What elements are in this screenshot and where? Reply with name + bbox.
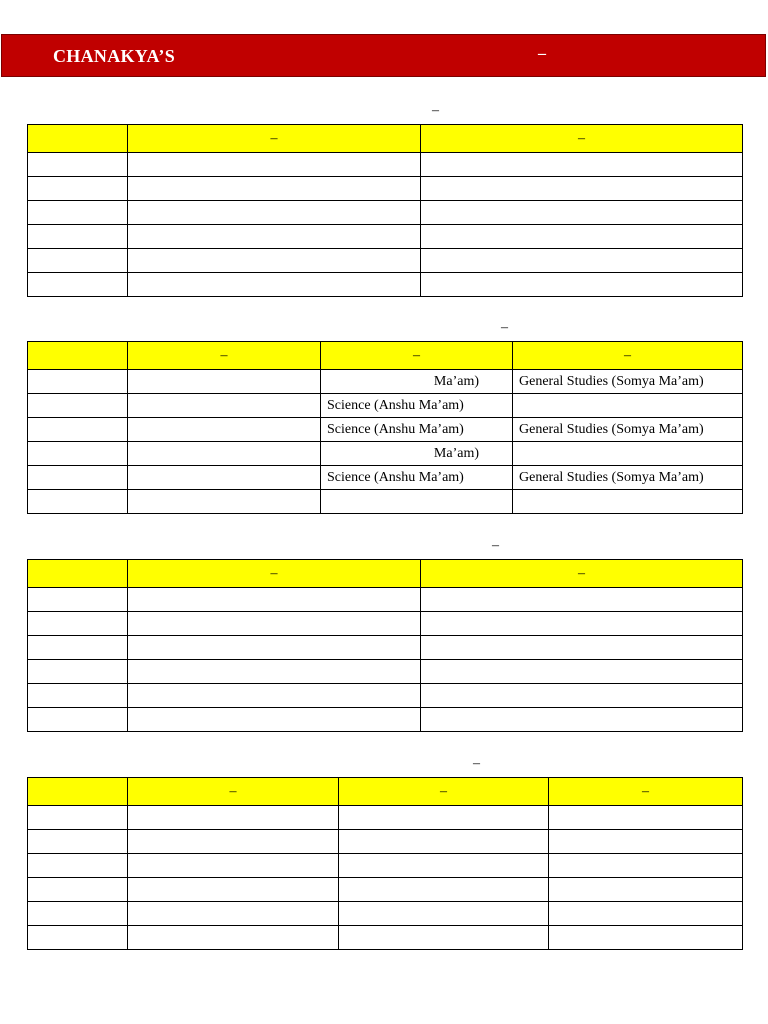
table-row	[28, 394, 743, 418]
section-3-title: –	[492, 538, 499, 553]
header-cell	[28, 778, 128, 806]
table-cell	[421, 660, 743, 684]
header-cell: –	[339, 778, 549, 806]
table-row	[28, 660, 743, 684]
table-cell	[128, 394, 321, 418]
table-cell	[421, 708, 743, 732]
table-cell	[128, 273, 421, 297]
header-cell	[28, 125, 128, 153]
section-1-title: –	[432, 103, 439, 118]
header-cell: –	[549, 778, 743, 806]
header-cell: –	[513, 342, 743, 370]
timetable-4	[27, 777, 743, 950]
table-header-row	[28, 342, 743, 370]
table-cell	[339, 902, 549, 926]
brand-title: CHANAKYA’S	[53, 46, 176, 66]
table-cell	[28, 442, 128, 466]
table-cell	[28, 660, 128, 684]
banner-dash: –	[538, 45, 546, 62]
table-row	[28, 612, 743, 636]
table-cell	[28, 273, 128, 297]
table-cell	[28, 854, 128, 878]
table-cell	[28, 201, 128, 225]
table-cell	[128, 660, 421, 684]
table-cell	[549, 902, 743, 926]
header-cell	[28, 560, 128, 588]
header-cell	[28, 342, 128, 370]
header-cell: –	[128, 125, 421, 153]
table-cell	[513, 394, 743, 418]
table-cell	[28, 926, 128, 950]
table-row	[28, 854, 743, 878]
table-cell	[339, 830, 549, 854]
table-cell	[421, 201, 743, 225]
table-cell	[128, 636, 421, 660]
table-cell	[128, 153, 421, 177]
table-cell	[421, 273, 743, 297]
table-cell: Ma’am)	[321, 442, 513, 466]
header-banner	[1, 34, 766, 77]
table-row	[28, 806, 743, 830]
table-row	[28, 684, 743, 708]
table-row	[28, 201, 743, 225]
table-cell: General Studies (Somya Ma’am)	[513, 418, 743, 442]
table-cell	[421, 249, 743, 273]
header-cell: –	[128, 342, 321, 370]
timetable-3	[27, 559, 743, 732]
table-row	[28, 830, 743, 854]
table-row	[28, 588, 743, 612]
table-cell	[28, 708, 128, 732]
table-cell	[28, 153, 128, 177]
table-row	[28, 177, 743, 201]
table-cell	[28, 612, 128, 636]
table-cell	[128, 588, 421, 612]
table-cell	[128, 177, 421, 201]
table-cell	[28, 830, 128, 854]
table-cell	[339, 806, 549, 830]
table-cell	[421, 225, 743, 249]
table-cell: Science (Anshu Ma’am)	[321, 394, 513, 418]
table-cell	[128, 201, 421, 225]
table-row	[28, 249, 743, 273]
table-cell	[28, 588, 128, 612]
table-cell	[128, 442, 321, 466]
table-row	[28, 418, 743, 442]
table-cell	[128, 684, 421, 708]
table-cell	[28, 902, 128, 926]
table-cell	[28, 878, 128, 902]
table-row	[28, 442, 743, 466]
table-cell	[28, 806, 128, 830]
table-cell	[28, 249, 128, 273]
table-row	[28, 708, 743, 732]
table-cell	[28, 394, 128, 418]
timetable-1	[27, 124, 743, 297]
timetable-2	[27, 341, 743, 514]
table-cell	[421, 177, 743, 201]
table-cell	[549, 854, 743, 878]
table-row	[28, 902, 743, 926]
header-cell: –	[128, 560, 421, 588]
table-cell	[128, 878, 339, 902]
table-cell	[339, 854, 549, 878]
table-row	[28, 466, 743, 490]
header-cell: –	[128, 778, 339, 806]
header-cell: –	[421, 560, 743, 588]
table-cell	[28, 177, 128, 201]
table-cell	[421, 684, 743, 708]
table-cell	[421, 636, 743, 660]
table-header-row	[28, 125, 743, 153]
table-cell	[549, 878, 743, 902]
header-cell: –	[321, 342, 513, 370]
table-row	[28, 370, 743, 394]
table-cell	[339, 878, 549, 902]
header-cell: –	[421, 125, 743, 153]
table-cell	[128, 926, 339, 950]
table-cell	[421, 612, 743, 636]
table-cell: General Studies (Somya Ma’am)	[513, 466, 743, 490]
table-cell	[128, 902, 339, 926]
table-cell	[549, 806, 743, 830]
table-cell	[28, 636, 128, 660]
table-row	[28, 636, 743, 660]
table-row	[28, 153, 743, 177]
table-cell	[28, 418, 128, 442]
section-2-title: –	[501, 320, 508, 335]
table-cell	[549, 926, 743, 950]
table-cell	[128, 418, 321, 442]
table-header-row	[28, 560, 743, 588]
table-row	[28, 225, 743, 249]
table-cell	[421, 153, 743, 177]
table-row	[28, 878, 743, 902]
table-cell	[128, 249, 421, 273]
table-header-row	[28, 778, 743, 806]
table-cell	[128, 854, 339, 878]
table-cell	[128, 370, 321, 394]
table-cell	[321, 490, 513, 514]
table-row	[28, 273, 743, 297]
table-cell	[549, 830, 743, 854]
table-cell	[128, 225, 421, 249]
table-cell	[128, 466, 321, 490]
table-cell: General Studies (Somya Ma’am)	[513, 370, 743, 394]
table-cell	[28, 684, 128, 708]
table-cell	[28, 225, 128, 249]
table-row	[28, 490, 743, 514]
table-cell: Ma’am)	[321, 370, 513, 394]
table-cell: Science (Anshu Ma’am)	[321, 466, 513, 490]
table-cell	[128, 806, 339, 830]
section-4-title: –	[473, 756, 480, 771]
table-cell	[28, 490, 128, 514]
table-cell	[513, 490, 743, 514]
table-cell	[128, 830, 339, 854]
table-cell	[128, 490, 321, 514]
table-cell: Science (Anshu Ma’am)	[321, 418, 513, 442]
table-cell	[28, 370, 128, 394]
table-cell	[339, 926, 549, 950]
table-cell	[128, 708, 421, 732]
table-cell	[128, 612, 421, 636]
table-cell	[513, 442, 743, 466]
table-cell	[421, 588, 743, 612]
table-row	[28, 926, 743, 950]
table-cell	[28, 466, 128, 490]
